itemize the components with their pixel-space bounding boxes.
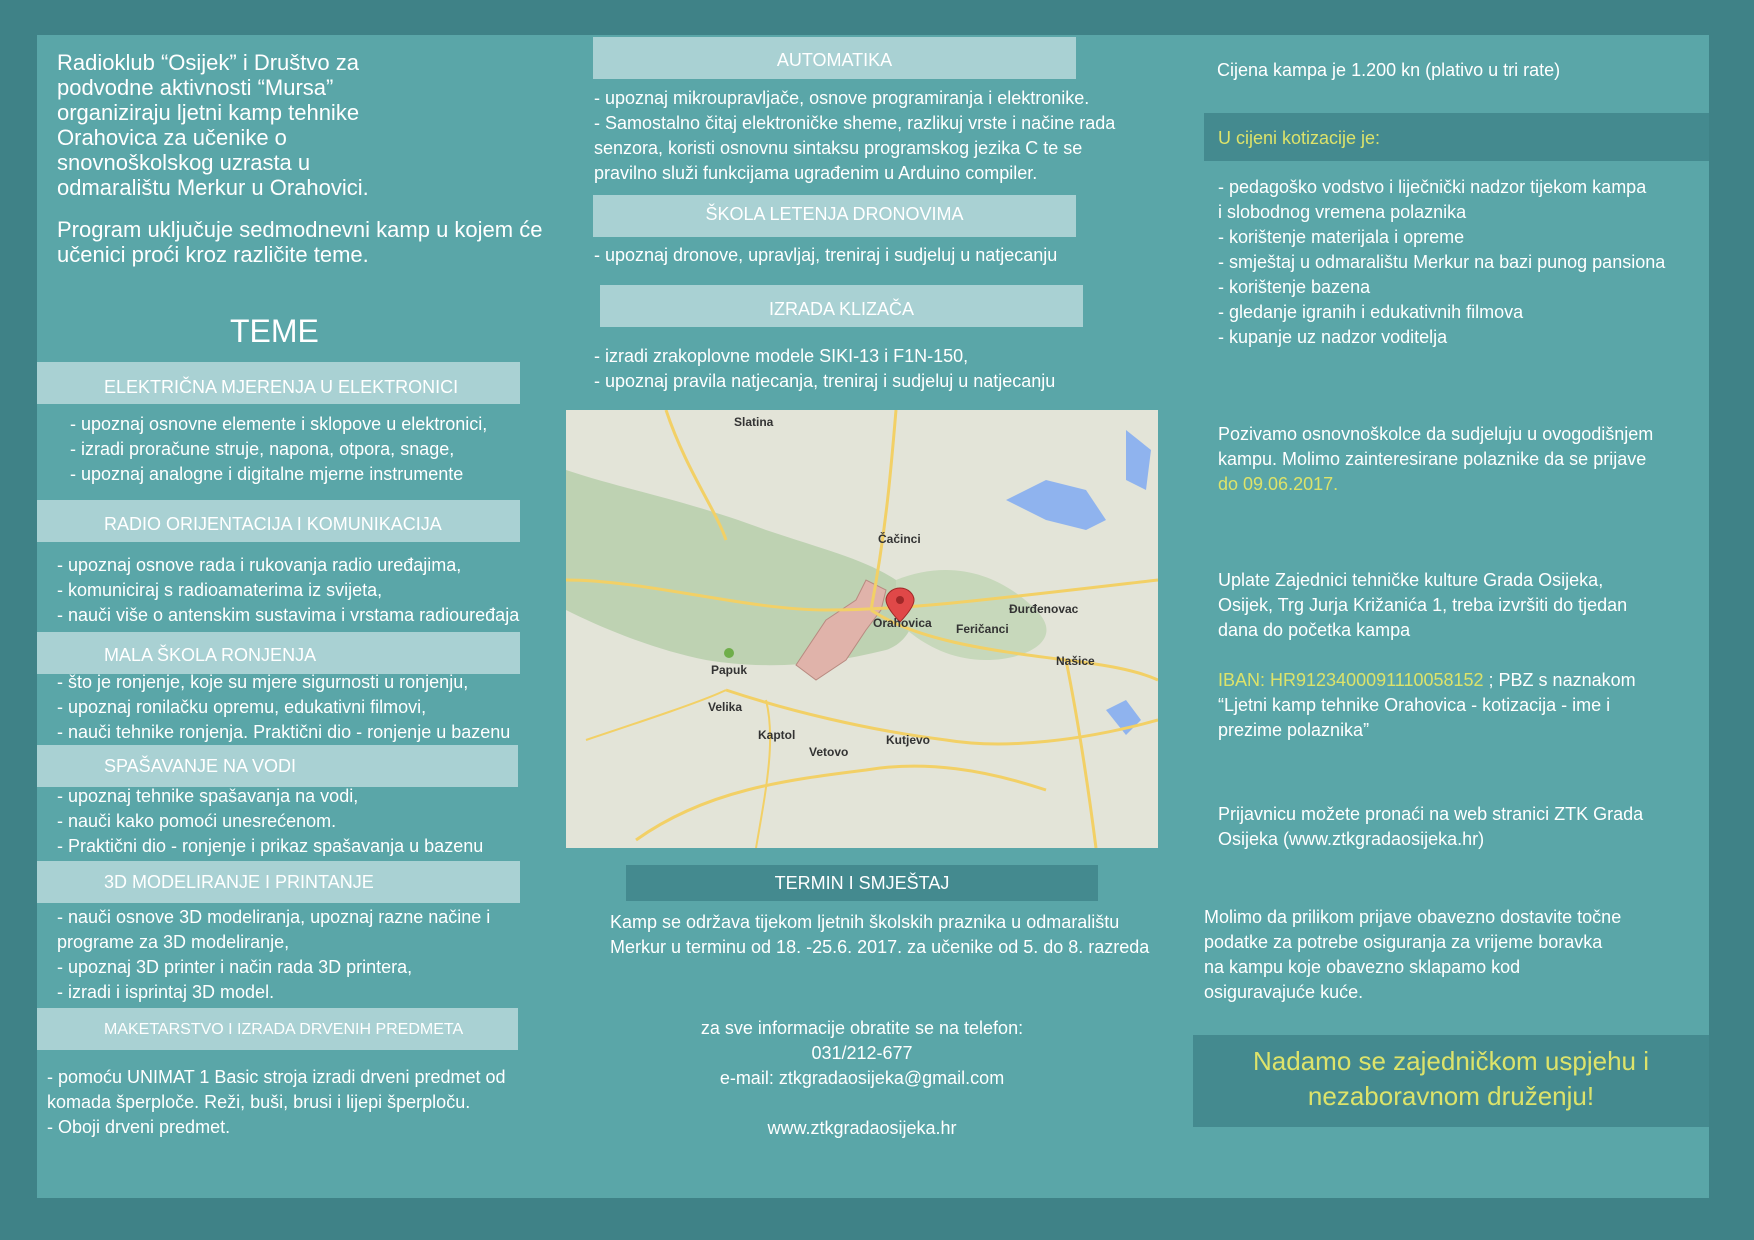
contact-phone: 031/212-677 [811,1043,913,1063]
contact-block [600,1016,1124,1141]
iban-note: “Ljetni kamp tehnike Orahovica - kotizacija - ime i prezime polaznika” [1218,695,1611,740]
topic-body-maketarstvo: - pomoću UNIMAT 1 Basic stroja izradi drveni predmet od komada šperploče. Reži, buši, brusi i lijepi šperploču. - Oboji drveni predmet. [47,1067,506,1137]
map-label-papuk: Papuk [711,663,748,677]
topic-body-3d: - nauči osnove 3D modeliranja, upoznaj razne načine i programe za 3D modeliranje, - upoznaj 3D printer i način rada 3D printera, - izradi i isprintaj 3D model. [57,907,491,1002]
closing-text: Nadamo se zajedničkom uspjehu i nezaboravnom druženju! [1253,1046,1649,1111]
topic-header-automatika: AUTOMATIKA [593,37,1076,79]
invite-deadline: do 09.06.2017. [1218,474,1339,494]
map-label-slatina: Slatina [734,415,774,429]
topic-header-elektricna: ELEKTRIČNA MJERENJA U ELEKTRONICI [37,362,520,404]
termin-header [626,865,1098,901]
iban-rest: ; PBZ s naznakom [1483,670,1636,690]
teme-title: TEME [230,313,319,349]
includes-list: - pedagoško vodstvo i liječnički nadzor tijekom kampa i slobodnog vremena polaznika - korištenje materijala i opreme - smještaj u odmaralištu Merkur na bazi punog pansiona - korištenje bazena - gledanje igranih i edukativnih filmova - kupanje uz nadzor voditelja [1218,177,1666,347]
map-label-vetovo: Vetovo [809,745,849,759]
topic-header-klizaci: IZRADA KLIZAČA [600,285,1083,327]
map-label-fericanci: Feričanci [956,622,1009,636]
payment-text: Uplate Zajednici tehničke kulture Grada Osijeka, Osijek, Trg Jurja Križanića 1, treba izvršiti do tjedan dana do početka kampa [1218,570,1628,640]
topic-header-3d: 3D MODELIRANJE I PRINTANJE [37,861,520,903]
topic-header-dronovi: ŠKOLA LETENJA DRONOVIMA [593,195,1076,237]
contact-line: za sve informacije obratite se na telefon: [700,1018,1024,1038]
topic-header-ronjenje: MALA ŠKOLA RONJENJA [37,632,520,674]
topic-header-radio: RADIO ORIJENTACIJA I KOMUNIKACIJA [37,500,520,542]
topic-body-automatika: - upoznaj mikroupravljače, osnove programiranja i elektronike. - Samostalno čitaj elektroničke sheme, razlikuj vrste i načine rada senzora, koristi osnovnu sintaksu programskog jezika C te se pravilno služi funkcijama ugrađenim u Arduino compiler. [594,88,1116,183]
map-label-cacinci: Čačinci [878,532,921,546]
map-label-kaptol: Kaptol [758,728,796,742]
includes-title: U cijeni kotizacije je: [1218,128,1381,148]
topic-body-dronovi: - upoznaj dronove, upravljaj, treniraj i sudjeluj u natjecanju [594,245,1058,265]
location-map [566,410,1158,848]
map-label-nasice: Našice [1056,654,1095,668]
topic-body-elektricna: - upoznaj osnovne elemente i sklopove u elektronici, - izradi proračune struje, napona, otpora, snage, - upoznaj analogne i digitalne mjerne instrumente [70,414,488,484]
contact-web: www.ztkgradaosijeka.hr [767,1118,957,1138]
insurance-text: Molimo da prilikom prijave obavezno dostavite točne podatke za potrebe osiguranja za vrijeme boravka na kampu koje obavezno sklapamo kod osiguravajuće kuće. [1204,907,1622,1002]
map-graphic [566,410,1158,848]
contact-email: e-mail: ztkgradaosijeka@gmail.com [719,1068,1005,1088]
map-label-orahovica: Orahovica [873,616,932,630]
topic-header-spasavanje: SPAŠAVANJE NA VODI [37,745,518,787]
topic-body-klizaci: - izradi zrakoplovne modele SIKI-13 i F1N-150, - upoznaj pravila natjecanja, treniraj i sudjeluj u natjecanju [594,346,1056,391]
termin-title: TERMIN I SMJEŠTAJ [774,873,950,893]
topic-body-radio: - upoznaj osnove rada i rukovanja radio uređajima, - komuniciraj s radioamaterima iz svijeta, - nauči više o antenskim sustavima i vrstama radiouređaja [57,555,520,625]
iban-line [1218,668,1708,693]
topic-body-spasavanje: - upoznaj tehnike spašavanja na vodi, - nauči kako pomoći unesrećenom. - Praktični dio - ronjenje i prikaz spašavanja u bazenu [57,786,484,856]
program-paragraph: Program uključuje sedmodnevni kamp u kojem će učenici proći kroz različite teme. [57,217,543,267]
invite-text: Pozivamo osnovnoškolce da sudjeluju u ovogodišnjem kampu. Molimo zainteresirane polaznike da se prijave [1218,424,1654,469]
intro-paragraph: Radioklub “Osijek” i Društvo za podvodne aktivnosti “Mursa” organiziraju ljetni kamp tehnike Orahovica za učenike o snovnoškolskog uzrasta u odmaralištu Merkur u Orahovici. [57,50,369,200]
termin-body: Kamp se održava tijekom ljetnih školskih praznika u odmaralištu Merkur u terminu od 18. -25.6. 2017. za učenike od 5. do 8. razreda [610,912,1150,957]
topic-body-ronjenje: - što je ronjenje, koje su mjere sigurnosti u ronjenju, - upoznaj ronilačku opremu, edukativni filmovi, - nauči tehnike ronjenja. Praktični dio - ronjenje u bazenu [57,672,511,742]
iban-number: IBAN: HR9123400091110058152 [1218,670,1484,690]
map-label-durdenovac: Đurđenovac [1009,602,1079,616]
application-text: Prijavnicu možete pronaći na web stranici ZTK Grada Osijeka (www.ztkgradaosijeka.hr) [1218,804,1644,849]
map-label-kutjevo: Kutjevo [886,733,931,747]
map-label-velika: Velika [708,700,743,714]
topic-header-maketarstvo: MAKETARSTVO I IZRADA DRVENIH PREDMETA [37,1008,518,1050]
price-text: Cijena kampa je 1.200 kn (plativo u tri rate) [1217,60,1561,80]
